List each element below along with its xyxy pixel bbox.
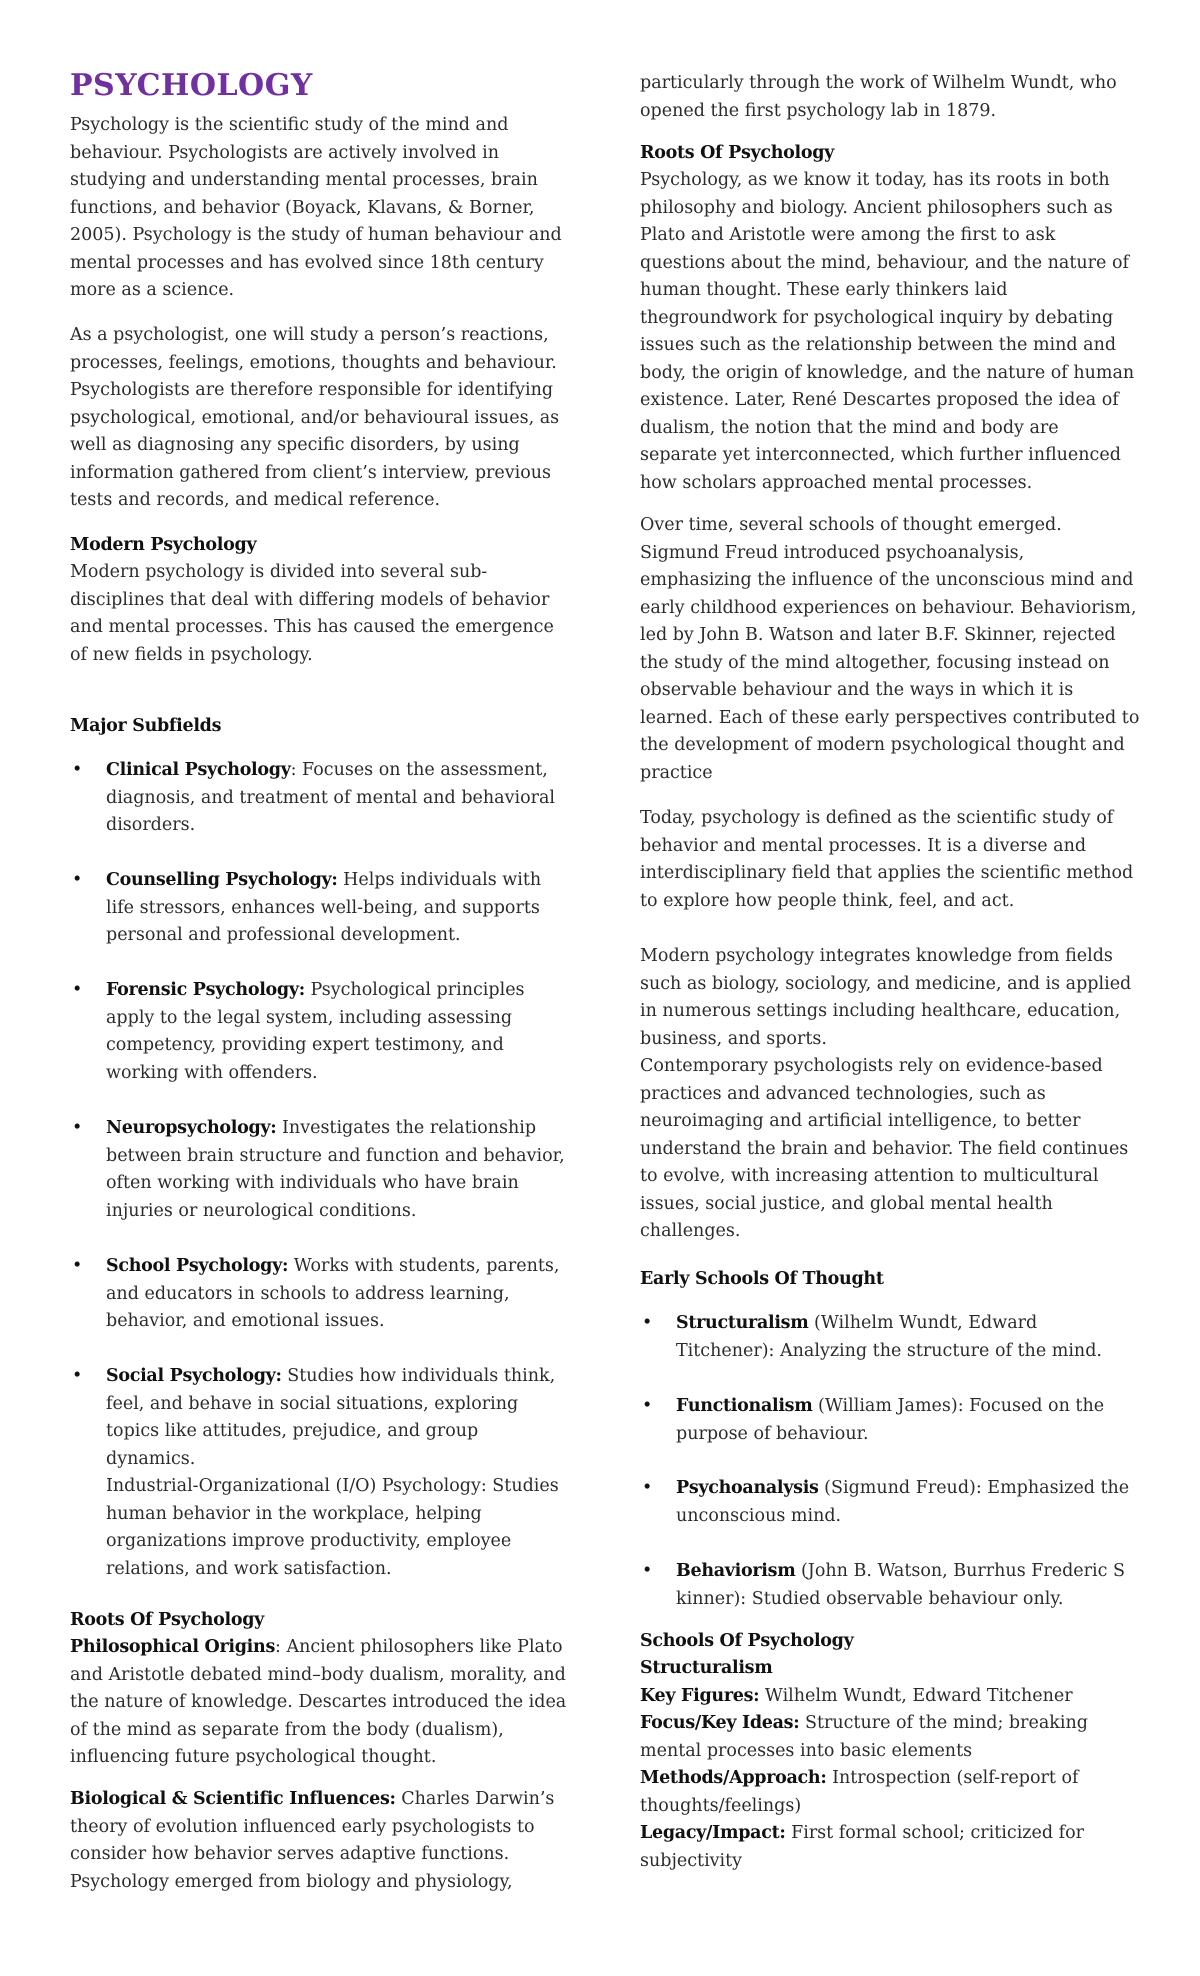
legacy-line (640, 1820, 1140, 1875)
methods-line (640, 1765, 1140, 1820)
school-text: (John B. Watson, Burrhus Frederic S kinner): Studied observable behaviour only. (676, 1561, 1125, 1609)
subfield-term: Forensic Psychology: (106, 980, 305, 1000)
list-item (70, 1363, 570, 1583)
list-item (70, 757, 570, 840)
school-text: (Sigmund Freud): Emphasized the unconscious mind. (676, 1478, 1130, 1526)
focus-line (640, 1710, 1140, 1765)
roots-paragraph-1: Psychology, as we know it today, has its roots in both philosophy and biology. Ancient philosophers such as Plato and Aristotle were among the first to ask questions about the mind, behaviour, and the nature of human thought. These early thinkers laid thegroundwork for psychological inquiry by debating issues such as the relationship between the mind and body, the origin of knowledge, and the nature of human existence. Later, René Descartes proposed the idea of dualism, the notion that the mind and body are separate yet interconnected, which further influenced how scholars approached mental processes. (640, 170, 1135, 493)
key-figures-text: Wilhelm Wundt, Edward Titchener (759, 1686, 1073, 1706)
subfield-text: Works with students, parents, and educators in schools to address learning, behavior, and emotional issues. (106, 1256, 560, 1331)
subfield-text: Psychological principles apply to the legal system, including assessing competency, providing expert testimony, and working with offenders. (106, 980, 525, 1083)
bullet-icon: • (72, 760, 83, 780)
bullet-icon: • (72, 1118, 83, 1138)
page-title: PSYCHOLOGY (70, 68, 313, 103)
subfield-term: School Psychology: (106, 1256, 289, 1276)
list-item (640, 1558, 1140, 1613)
biological-influences-paragraph (70, 1786, 570, 1896)
philosophical-origins-term: Philosophical Origins (70, 1637, 275, 1657)
subfield-text: Studies how individuals think, feel, and behave in social situations, exploring topics like attitudes, prejudice, and group dynamics. (106, 1366, 556, 1469)
biological-influences-term: Biological & Scientific Influences: (70, 1789, 396, 1809)
subfield-term: Neuropsychology: (106, 1118, 277, 1138)
roots-paragraph-4: Modern psychology integrates knowledge from fields such as biology, sociology, and medicine, and is applied in numerous settings including healthcare, education, business, and sports. (640, 946, 1132, 1049)
list-item (640, 1393, 1140, 1448)
biological-influences-text: Charles Darwin’s theory of evolution influenced early psychologists to consider how behavior serves adaptive functions. Psychology emerged from biology and physiology, (70, 1789, 555, 1892)
modern-psychology-heading: Modern Psychology (70, 535, 257, 555)
philosophical-origins-paragraph (70, 1634, 570, 1772)
subfield-extra-text: Industrial-Organizational (I/O) Psychology: Studies human behavior in the workplace, helping organizations improve productivity, employee relations, and work satisfaction. (106, 1476, 559, 1579)
bullet-icon: • (72, 870, 83, 890)
methods-label: Methods/Approach: (640, 1768, 827, 1788)
modern-psychology-text: Modern psychology is divided into several sub-disciplines that deal with differing models of behavior and mental processes. This has caused the emergence of new fields in psychology. (70, 562, 554, 665)
focus-label: Focus/Key Ideas: (640, 1713, 800, 1733)
list-item (70, 867, 570, 950)
early-schools-heading: Early Schools Of Thought (640, 1269, 884, 1289)
schools-of-psychology-heading: Schools Of Psychology (640, 1631, 854, 1651)
subfield-text: Investigates the relationship between brain structure and function and behavior, often working with individuals who have brain injuries or neurological conditions. (106, 1118, 565, 1221)
school-term: Psychoanalysis (676, 1478, 819, 1498)
roots-paragraph-2: Over time, several schools of thought emerged. Sigmund Freud introduced psychoanalysis, emphasizing the influence of the unconscious mind and early childhood experiences on behaviour. Behaviorism, led by John B. Watson and later B.F. Skinner, rejected the study of the mind altogether, focusing instead on observable behaviour and the ways in which it is learned. Each of these early perspectives contributed to the development of modern psychological thought and practice (640, 515, 1140, 783)
list-item (70, 1253, 570, 1336)
structuralism-heading: Structuralism (640, 1658, 773, 1678)
list-item (640, 1310, 1140, 1365)
key-figures-line (640, 1683, 1140, 1711)
major-subfields-heading: Major Subfields (70, 716, 222, 736)
subfield-term: Counselling Psychology: (106, 870, 338, 890)
list-item (640, 1475, 1140, 1530)
bullet-icon: • (72, 1366, 83, 1386)
subfield-text: Helps individuals with life stressors, enhances well-being, and supports personal and professional development. (106, 870, 542, 945)
school-term: Functionalism (676, 1396, 813, 1416)
philosophical-origins-text: : Ancient philosophers like Plato and Aristotle debated mind–body dualism, morality, and the nature of knowledge. Descartes introduced the idea of the mind as separate from the body (dualism), influencing future psychological thought. (70, 1637, 567, 1767)
school-text: (Wilhelm Wundt, Edward Titchener): Analyzing the structure of the mind. (676, 1313, 1102, 1361)
legacy-label: Legacy/Impact: (640, 1823, 786, 1843)
subfield-text: : Focuses on the assessment, diagnosis, and treatment of mental and behavioral disorders. (106, 760, 556, 835)
bullet-icon: • (642, 1561, 653, 1581)
bullet-icon: • (72, 980, 83, 1000)
key-figures-label: Key Figures: (640, 1686, 760, 1706)
subfield-term: Social Psychology: (106, 1366, 282, 1386)
school-term: Behaviorism (676, 1561, 796, 1581)
bullet-icon: • (642, 1396, 653, 1416)
intro-paragraph-1: Psychology is the scientific study of the mind and behaviour. Psychologists are actively involved in studying and understanding mental processes, brain functions, and behavior (Boyack, Klavans, & Borner, 2005). Psychology is the study of human behaviour and mental processes and has evolved since 18th century more as a science. (70, 115, 562, 300)
legacy-text: First formal school; criticized for subjectivity (640, 1823, 1085, 1871)
bullet-icon: • (642, 1313, 653, 1333)
roots-paragraph-5: Contemporary psychologists rely on evidence-based practices and advanced technologies, such as neuroimaging and artificial intelligence, to better understand the brain and behavior. The field continues to evolve, with increasing attention to multicultural issues, social justice, and global mental health challenges. (640, 1056, 1129, 1241)
bullet-icon: • (72, 1256, 83, 1276)
school-term: Structuralism (676, 1313, 809, 1333)
roots-heading-left: Roots Of Psychology (70, 1610, 265, 1630)
subfield-term: Clinical Psychology (106, 760, 291, 780)
roots-heading-right: Roots Of Psychology (640, 143, 835, 163)
continuation-paragraph: particularly through the work of Wilhelm Wundt, who opened the first psychology lab in 1879. (640, 73, 1117, 121)
bullet-icon: • (642, 1478, 653, 1498)
focus-text: Structure of the mind; breaking mental processes into basic elements (640, 1713, 1088, 1761)
intro-paragraph-2: As a psychologist, one will study a person’s reactions, processes, feelings, emotions, thoughts and behaviour. Psychologists are therefore responsible for identifying psychological, emotional, and/or behavioural issues, as well as diagnosing any specific disorders, by using information gathered from client’s interview, previous tests and records, and medical reference. (70, 325, 560, 510)
school-text: (William James): Focused on the purpose of behaviour. (676, 1396, 1105, 1444)
roots-paragraph-3: Today, psychology is defined as the scientific study of behavior and mental processes. It is a diverse and interdisciplinary field that applies the scientific method to explore how people think, feel, and act. (640, 808, 1134, 911)
methods-text: Introspection (self-report of thoughts/feelings) (640, 1768, 1079, 1816)
list-item (70, 1115, 570, 1225)
list-item (70, 977, 570, 1087)
